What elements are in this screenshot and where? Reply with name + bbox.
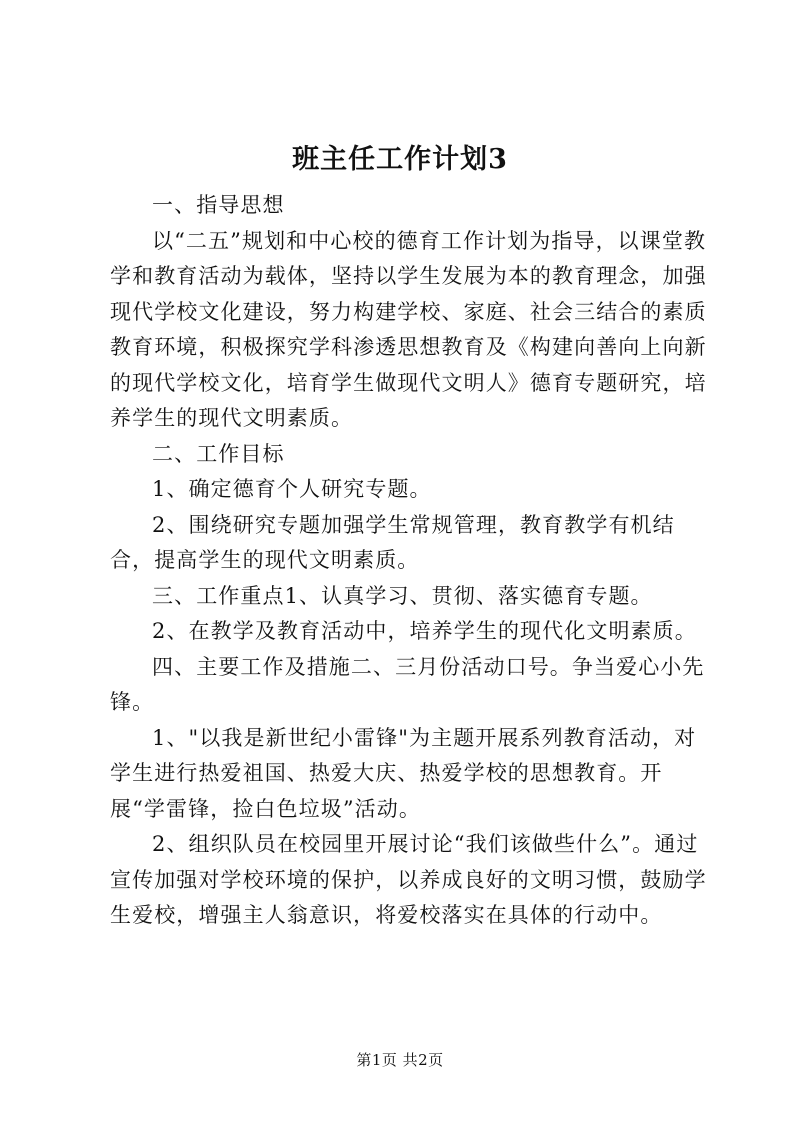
document-body (110, 188, 710, 934)
section-heading-main-work: 四、主要工作及措施二、三月份活动口号。争当爱心小先锋。 (110, 654, 705, 714)
paragraph-goal-1: 1、确定德育个人研究专题。 (152, 477, 432, 501)
section-heading-guiding-thought: 一、指导思想 (152, 193, 285, 217)
paragraph-goal-2: 2、围绕研究专题加强学生常规管理，教育教学有机结合，提高学生的现代文明素质。 (110, 512, 675, 572)
document-title: 班主任工作计划3 (292, 144, 508, 175)
paragraph-measure-2: 2、组织队员在校园里开展讨论“我们该做些什么”。通过宣传加强对学校环境的保护，以养成良好的文明习惯，鼓励学生爱校，增强主人翁意识，将爱校落实在具体的行动中。 (110, 832, 707, 927)
paragraph-guiding-thought: 以“二五”规划和中心校的德育工作计划为指导，以课堂教学和教育活动为载体，坚持以学生发展为本的教育理念，加强现代学校文化建设，努力构建学校、家庭、社会三结合的素质教育环境，积极探究学科渗透思想教育及《构建向善向上向新的现代学校文化，培育学生做现代文明人》德育专题研究，培养学生的现代文明素质。 (110, 228, 707, 430)
section-heading-work-goals: 二、工作目标 (152, 441, 285, 466)
paragraph-focus-2: 2、在教学及教育活动中，培养学生的现代化文明素质。 (152, 619, 697, 643)
section-heading-work-focus: 三、工作重点1、认真学习、贯彻、落实德育专题。 (152, 583, 653, 608)
paragraph-measure-1: 1、"以我是新世纪小雷锋"为主题开展系列教育活动，对学生进行热爱祖国、热爱大庆、热爱学校的思想教育。开展“学雷锋，捡白色垃圾”活动。 (110, 725, 697, 821)
page-number-footer: 第1页 共2页 (356, 1051, 444, 1069)
